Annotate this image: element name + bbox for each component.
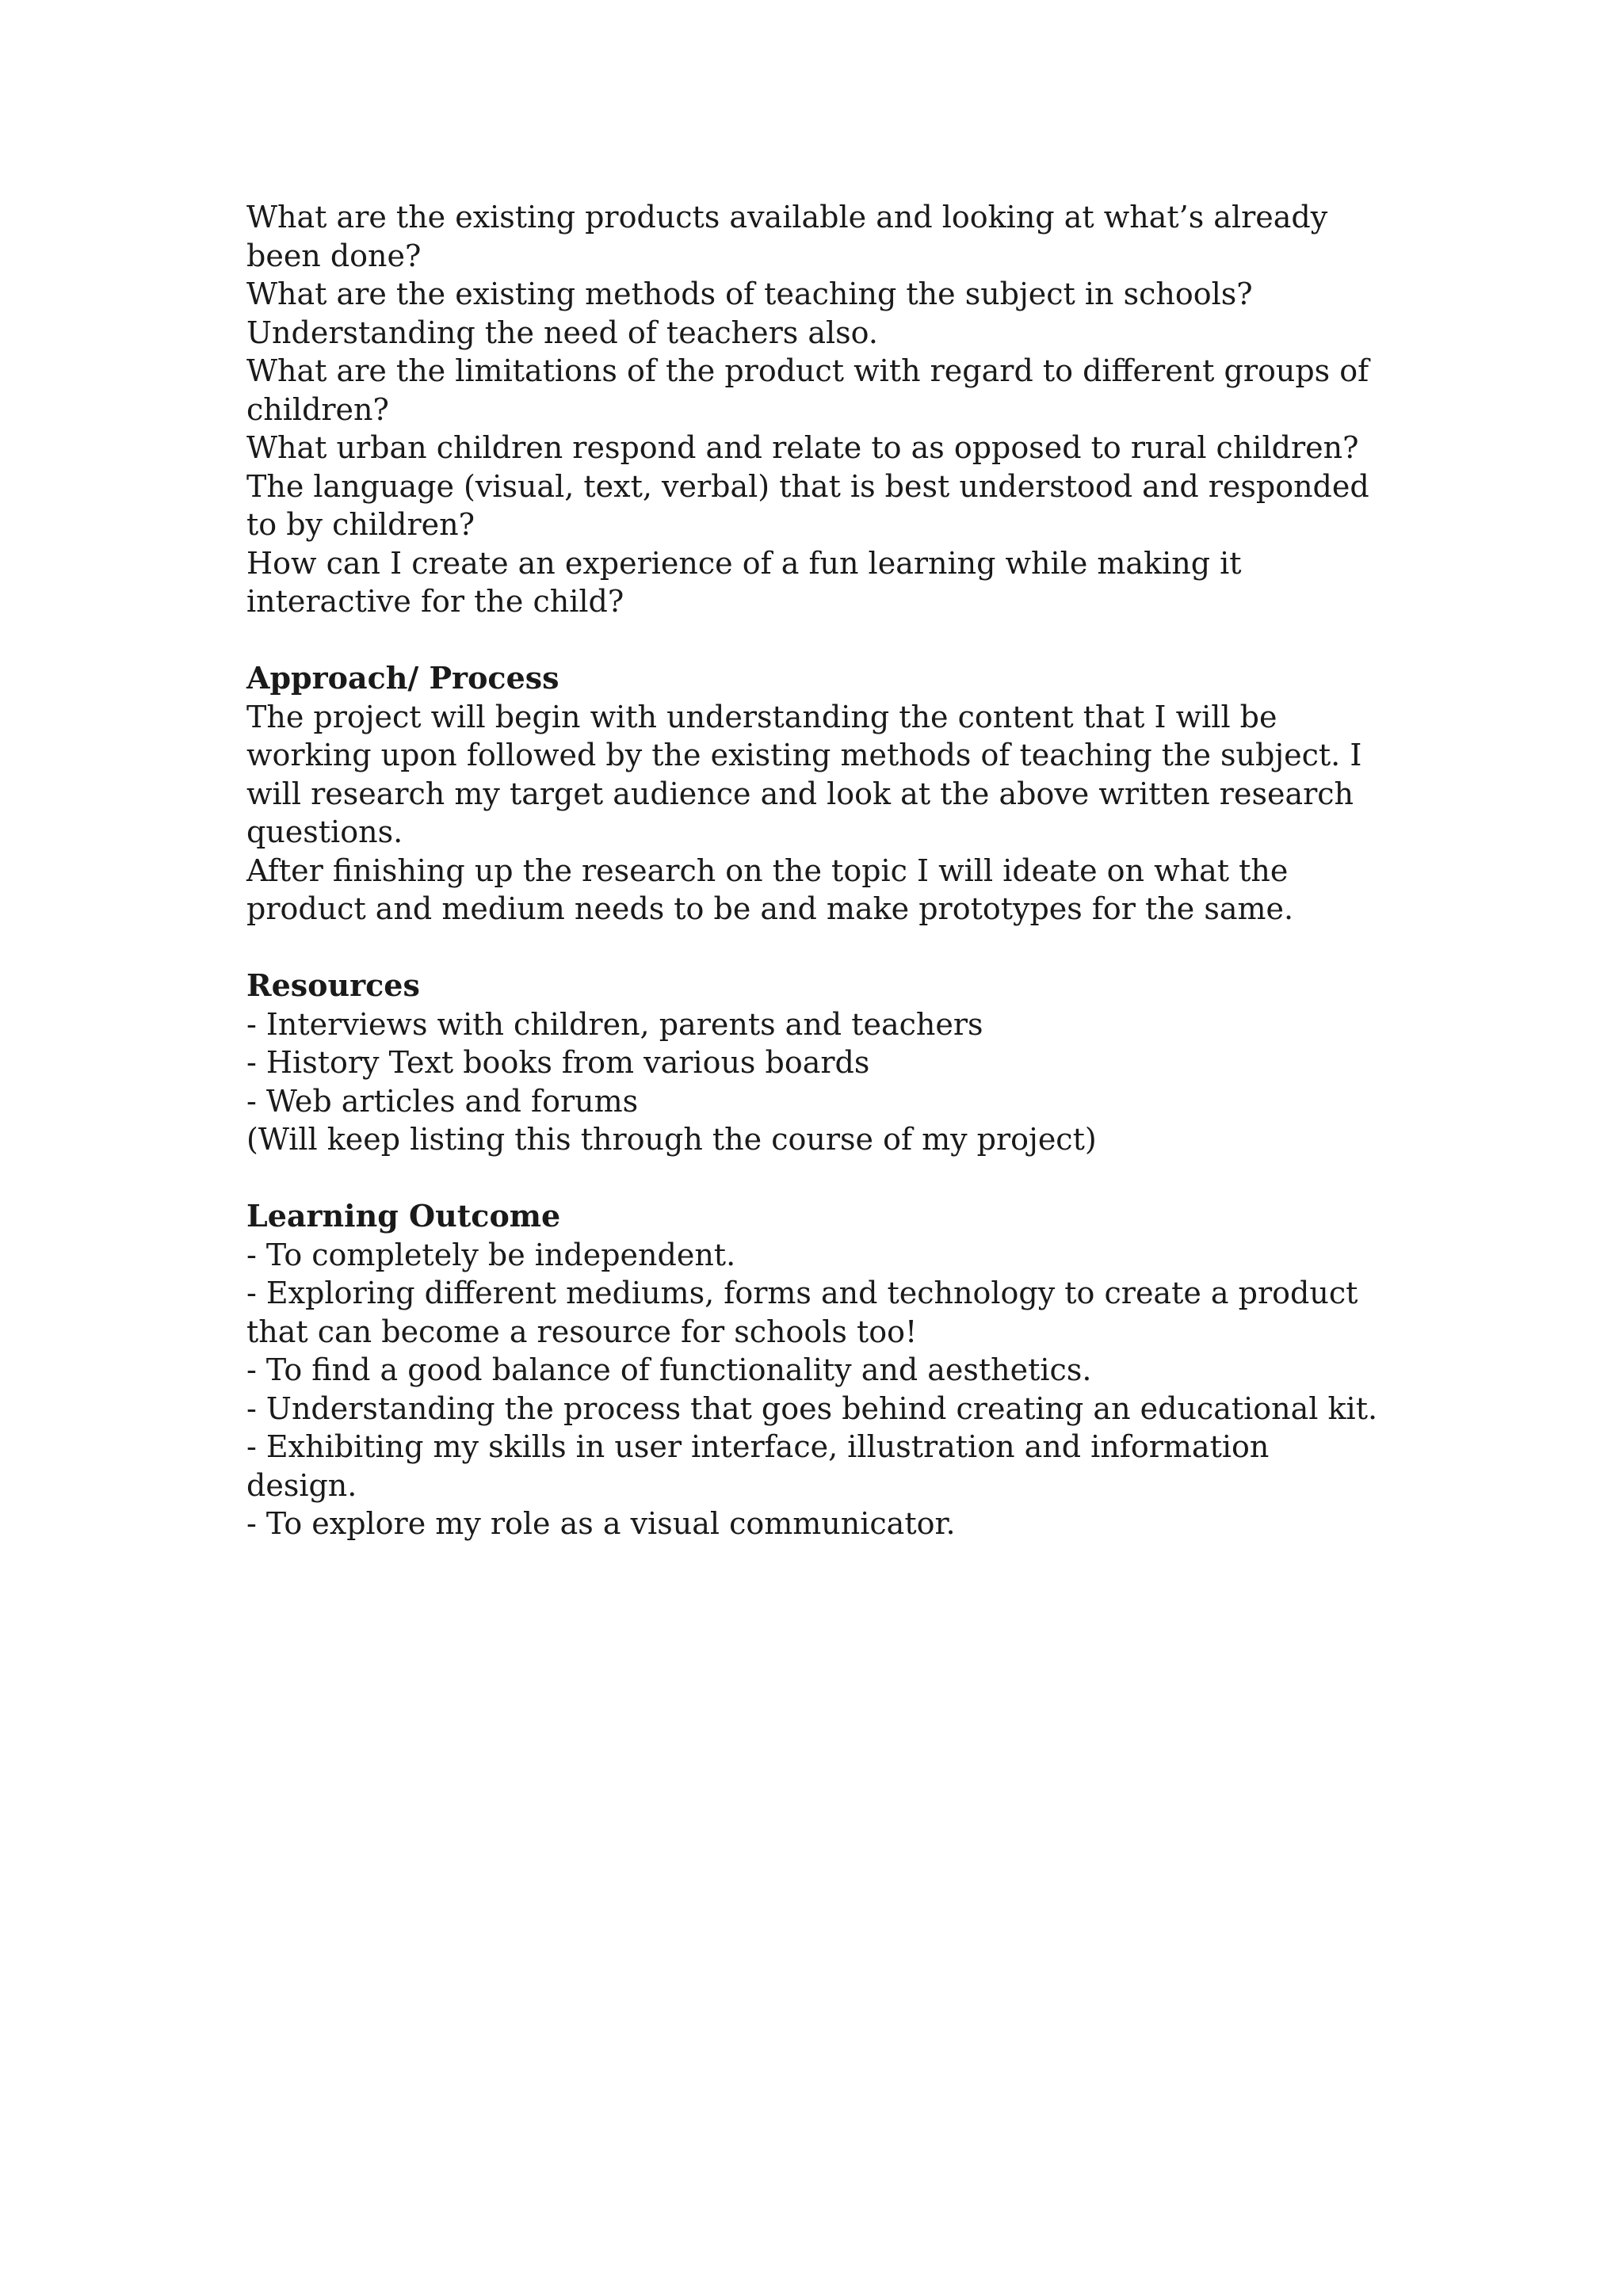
resources-heading: Resources xyxy=(246,967,420,1003)
learning-outcome-item: - Exhibiting my skills in user interface, illustration and information design. xyxy=(246,1429,1270,1503)
document-body xyxy=(246,198,1388,1543)
approach-paragraph-2: After finishing up the research on the topic I will ideate on what the product and medium needs to be and make prototypes for the same. xyxy=(246,852,1294,926)
learning-outcome-heading: Learning Outcome xyxy=(246,1198,561,1234)
learning-outcome-item: - To explore my role as a visual communicator. xyxy=(246,1506,956,1541)
question-6: How can I create an experience of a fun learning while making it interactive for the child? xyxy=(246,545,1242,619)
learning-outcome-item: - Exploring different mediums, forms and technology to create a product that can become a resource for schools too! xyxy=(246,1276,1358,1349)
resources-section xyxy=(246,967,1388,1159)
question-4: What urban children respond and relate to as opposed to rural children? xyxy=(246,430,1359,465)
question-3: What are the limitations of the product with regard to different groups of children? xyxy=(246,353,1369,427)
approach-section xyxy=(246,659,1388,929)
question-5: The language (visual, text, verbal) that is best understood and responded to by children? xyxy=(246,468,1369,542)
learning-outcome-section xyxy=(246,1197,1388,1543)
approach-paragraph-1: The project will begin with understanding the content that I will be working upon followed by the existing methods of teaching the subject. I will research my target audience and look at the above written research questions. xyxy=(246,699,1362,849)
learning-outcome-item: - To find a good balance of functionality and aesthetics. xyxy=(246,1352,1092,1387)
learning-outcome-item: - Understanding the process that goes behind creating an educational kit. xyxy=(246,1390,1378,1426)
resources-note: (Will keep listing this through the course of my project) xyxy=(246,1122,1097,1157)
learning-outcome-item: - To completely be independent. xyxy=(246,1237,736,1272)
resources-item: - History Text books from various boards xyxy=(246,1045,870,1080)
resources-item: - Web articles and forums xyxy=(246,1083,639,1119)
resources-item: - Interviews with children, parents and teachers xyxy=(246,1006,983,1042)
question-2: What are the existing methods of teaching the subject in schools? Understanding the need of teachers also. xyxy=(246,277,1253,350)
question-1: What are the existing products available and looking at what’s already been done? xyxy=(246,200,1328,273)
approach-heading: Approach/ Process xyxy=(246,660,559,696)
research-questions xyxy=(246,198,1388,621)
